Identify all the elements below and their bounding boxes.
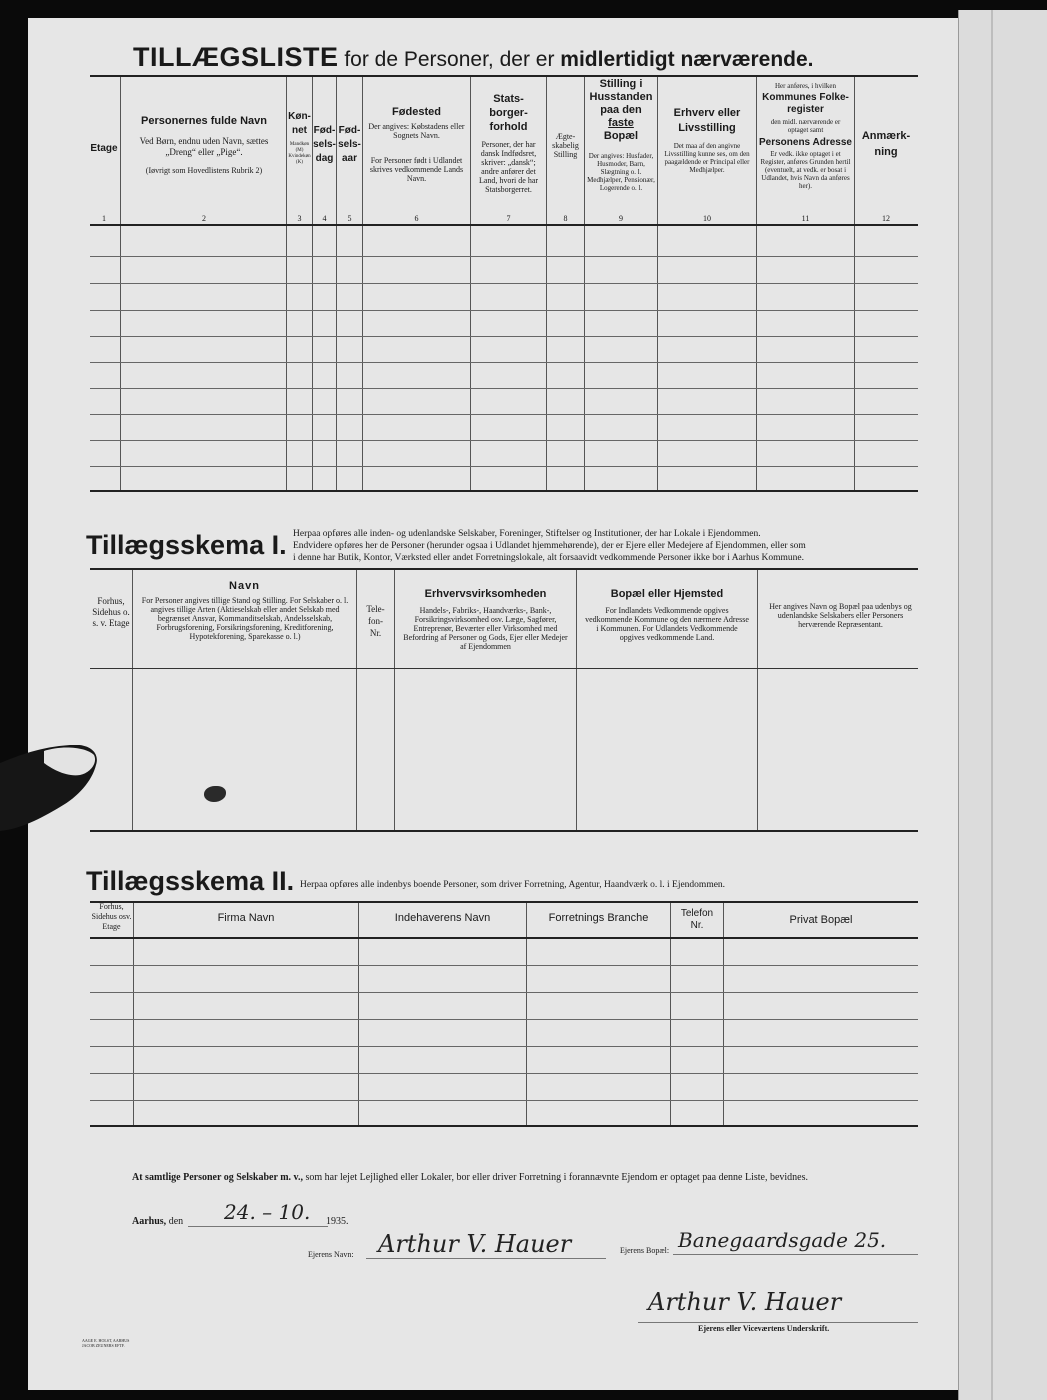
date-handwritten: 24. – 10. (224, 1200, 311, 1224)
col-household-header: Stilling i Husstanden paa den faste Bopæl (589, 78, 653, 142)
col-register-mid: den midl. nærværende er optaget samt (770, 118, 841, 134)
signature: Arthur V. Hauer (648, 1288, 842, 1316)
skema2-title: Tillægsskema II. (86, 866, 295, 896)
skema1-col-telefon: Tele- fon- Nr. (366, 604, 385, 638)
col-sex-note: Mandkøn (M) Kvindekøn (K) (288, 142, 311, 165)
title-bold-2: midlertidigt nærværende. (560, 48, 814, 71)
skema2-col-indeh: Indehaverens Navn (394, 912, 491, 924)
col-num-5: 5 (347, 214, 352, 223)
col-citizenship-note: Personer, der har dansk Indfødsret, skriver: „dansk“; andre anfører det Land, hvori de har Statsborgerret. (478, 140, 539, 194)
skema1-desc-line2: Endvidere opføres her de Personer (herunder ogsaa i Udlandet hjemmehørende), der er Ejere eller Medejere af Ejendommen, eller som (293, 541, 806, 551)
thumb-image (0, 745, 100, 835)
skema1-col-erhverv-note: Handels-, Fabriks-, Haandværks-, Bank-, Forsikringsvirksomhed osv. Læge, Sagfører, Entreprenør, Beværter eller Virksomhed med Befordring af Personer og Gods, Ejer eller Medejer af Ejendommen (403, 606, 568, 651)
col-remark-header: Anmærk- ning (861, 130, 911, 158)
year: 1935. (326, 1216, 349, 1227)
col-sex-header: Køn- net (288, 111, 311, 136)
skema1-col-navn-note: For Personer angives tillige Stand og Stilling. For Selskaber o. l. angives tillige Arten (Aktieselskab eller andet Selskab med begrænset Ansvar, Kommanditselskab, Andelsselskab, Forbrugsforening, Forsikringsforening, Kreditforening, Hypotekforening, Sparekasse o. l.) (141, 596, 349, 641)
col-name-header: Personernes fulde Navn (141, 115, 267, 127)
skema2-desc: Herpaa opføres alle indenbys boende Personer, som driver Forretning, Agentur, Haandværk o. l. i Ejendommen. (300, 880, 726, 890)
col-name-note: Ved Børn, endnu uden Navn, sættes „Dreng“ eller „Pige“. (139, 136, 269, 157)
skema2-col-etage: Forhus, Sidehus osv. Etage (91, 902, 132, 931)
col-num-9: 9 (619, 214, 623, 223)
skema1-col-bopael-note: For Indlandets Vedkommende opgives vedkommende Kommune og den nærmere Adresse i Kommunen. For Udlandets Vedkommende opgives vedkommende Land. (585, 606, 749, 642)
col-num-12: 12 (882, 214, 890, 223)
skema1-title: Tillægsskema I. (86, 530, 287, 560)
form-page (28, 18, 958, 1390)
col-num-1: 1 (102, 214, 106, 223)
col-birthyear-header: Fød- sels- aar (338, 125, 361, 164)
skema1-desc (293, 528, 933, 564)
col-num-6: 6 (414, 214, 419, 223)
city: Aarhus, (132, 1216, 167, 1227)
col-birthplace-header: Fødested (392, 106, 441, 118)
declaration-rest: som har lejet Lejlighed eller Lokaler, bor eller driver Forretning i forannævnte Ejendom er optaget paa denne Liste, bevidnes. (303, 1172, 808, 1183)
col-num-10: 10 (703, 214, 711, 223)
col-num-2: 2 (202, 214, 206, 223)
owner-address-hand: Banegaardsgade 25. (678, 1228, 887, 1252)
date-line (132, 1216, 183, 1227)
printer-mark: AAGE E. HOLST, AARHUS JACOB ZEUNERS EFTF. (82, 1338, 130, 1348)
owner-address-label: Ejerens Bopæl: (620, 1246, 670, 1255)
col-num-8: 8 (563, 214, 568, 223)
col-household-note: Der angives: Husfader, Husmoder, Barn, Slægtning o. l. Medhjælper, Pensionær, Logerende o. l. (587, 152, 655, 192)
col-num-4: 4 (322, 214, 327, 223)
col-occupation-header: Erhverv eller Livsstilling (673, 107, 741, 134)
col-citizenship-header: Stats- borger- forhold (489, 93, 528, 133)
skema1-col-bopael: Bopæl eller Hjemsted (610, 588, 724, 600)
skema1-col-erhverv: Erhvervsvirksomheden (424, 588, 547, 600)
col-marital-header: Ægte- skabelig Stilling (552, 132, 579, 159)
title-rest: for de Personer, der er (338, 48, 561, 71)
skema1-desc-line3: i denne har Butik, Kontor, Værksted eller andet Forretningslokale, alt forsaavidt vedkommende Personer ikke bor i Aarhus Kommune. (293, 553, 805, 563)
skema1-desc-line1: Herpaa opføres alle inden- og udenlandske Selskaber, Foreninger, Stiftelser og Institutioner, der har Lokale i Ejendommen. (293, 529, 761, 539)
page-title (133, 42, 943, 73)
col-register-pre: Her anføres, i hvilken (774, 82, 837, 90)
skema2-col-telefon: Telefon Nr. (680, 908, 714, 931)
skema2-col-branche: Forretnings Branche (548, 912, 649, 924)
col-birthplace-note: Der angives: Købstadens eller Sognets Navn. (368, 122, 465, 140)
col-register-header: Kommunes Folke- register (762, 92, 849, 115)
skema1-col-navn: Navn (229, 580, 260, 592)
col-register-address: Personens Adresse (758, 137, 852, 148)
col-register-note: Er vedk. ikke optaget i et Register, anføres Grunden hertil (eventuelt, at vedk. er bosat i Udlandet, hvis Navn da anføres her). (760, 150, 851, 190)
skema1-col-etage: Forhus, Sidehus o. s. v. Etage (92, 596, 130, 628)
skema2-col-firma: Firma Navn (217, 912, 275, 924)
col-occupation-note: Det maa af den angivne Livsstilling kunne ses, om den paagældende er Principal eller Medhjælper. (664, 142, 750, 174)
col-num-7: 7 (506, 214, 511, 223)
title-bold: TILLÆGSLISTE (133, 42, 339, 72)
skema1-col-repr: Her angives Navn og Bopæl paa udenbys og udenlandske Selskabers eller Personers herværende Repræsentant. (769, 602, 912, 629)
col-birthplace-note2: For Personer født i Udlandet skrives vedkommende Lands Navn. (369, 156, 464, 183)
next-page-edge (958, 10, 1047, 1400)
declaration (132, 1172, 932, 1183)
col-etage-header: Etage (90, 143, 118, 154)
declaration-bold: At samtlige Personer og Selskaber m. v., (132, 1172, 304, 1183)
signature-label: Ejerens eller Viceværtens Underskrift. (698, 1324, 830, 1333)
col-birthday-header: Fød- sels- dag (313, 125, 336, 164)
col-name-note2: (Iøvrigt som Hovedlistens Rubrik 2) (145, 166, 263, 175)
col-num-3: 3 (297, 214, 302, 223)
skema2-col-bopael: Privat Bopæl (789, 914, 853, 926)
ink-blot (204, 786, 226, 802)
col-num-11: 11 (801, 214, 810, 223)
den-label: den (168, 1216, 184, 1227)
owner-name-signature: Arthur V. Hauer (378, 1230, 572, 1258)
owner-name-label: Ejerens Navn: (308, 1250, 354, 1259)
